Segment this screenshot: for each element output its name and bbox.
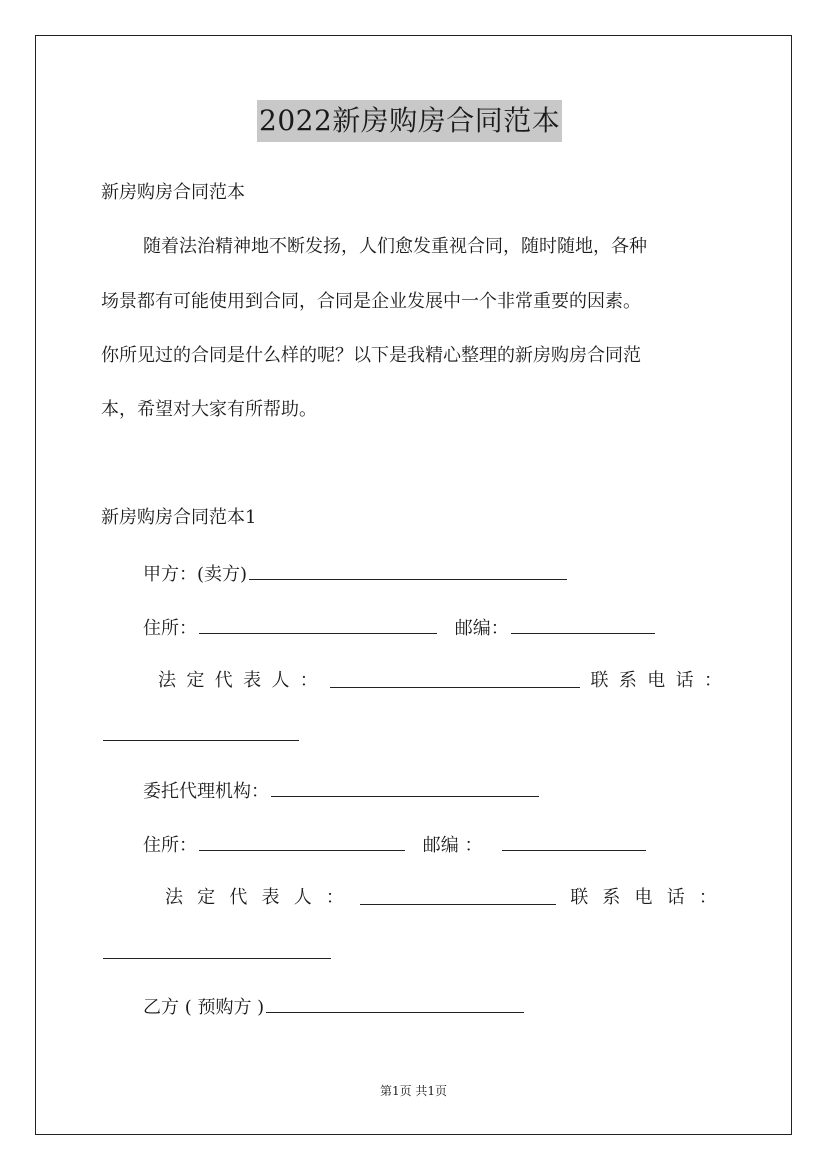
phone-char: 联 [570,887,589,908]
address-line-1 [143,615,655,641]
legal-rep-char: 表 [261,887,280,908]
legal-rep-line-2 [165,886,717,910]
document-title: 2022新房购房合同范本 [257,100,562,142]
agency-blank[interactable] [271,778,539,797]
legal-rep-blank-1[interactable] [330,669,580,688]
legal-rep-char: 定 [197,887,216,908]
phone-char: 系 [602,887,621,908]
legal-rep-char: ： [299,670,318,691]
intro-line-4: 本，希望对大家有所帮助。 [101,399,317,420]
legal-rep-char: 表 [243,670,262,691]
phone-char: 系 [618,670,637,691]
phone-blank-1[interactable] [103,740,299,741]
postcode-blank-1[interactable] [511,615,655,634]
phone-char: 电 [634,887,653,908]
phone-char: 联 [590,670,609,691]
agency-line [143,778,539,804]
intro-line-3: 你所见过的合同是什么样的呢？以下是我精心整理的新房购房合同范 [101,345,641,366]
address-label-1: 住所： [143,618,197,639]
intro-line-1: 随着法治精神地不断发扬，人们愈发重视合同，随时随地，各种 [143,236,647,257]
party-b-blank[interactable] [266,994,524,1013]
legal-rep-char: 定 [186,670,205,691]
phone-char: 话 [675,670,694,691]
phone-blank-2[interactable] [103,958,331,959]
party-a-line [143,561,567,587]
page-footer: 第1页 共1页 [379,1084,448,1098]
section-heading: 新房购房合同范本1 [101,507,257,528]
legal-rep-char: 人 [271,670,290,691]
postcode-blank-2[interactable] [502,832,646,851]
legal-rep-row-1 [158,669,722,693]
phone-char: ： [698,887,717,908]
postcode-label-1: 邮编： [454,618,509,639]
legal-rep-char: ： [325,887,344,908]
phone-char: 话 [666,887,685,908]
address-blank-1[interactable] [199,615,437,634]
legal-rep-char: 代 [214,670,233,691]
legal-rep-blank-2[interactable] [360,886,556,905]
intro-heading: 新房购房合同范本 [101,182,245,203]
legal-rep-line-1 [158,669,722,693]
intro-line-2: 场景都有可能使用到合同，合同是企业发展中一个非常重要的因素。 [101,291,641,312]
phone-char: 电 [647,670,666,691]
address-blank-2[interactable] [199,832,405,851]
party-b-label: 乙方 ( 预购方 ) [143,997,265,1018]
postcode-label-2: 邮编 ： [422,835,483,856]
phone-char: ： [703,670,722,691]
legal-rep-char: 法 [158,670,176,691]
party-b-line [143,994,524,1020]
party-a-label: 甲方：(卖方) [143,564,248,585]
legal-rep-char: 人 [293,887,312,908]
legal-rep-char: 代 [229,887,248,908]
address-line-2 [143,832,646,858]
party-a-blank[interactable] [249,561,567,580]
address-label-2: 住所： [143,835,197,856]
agency-label: 委托代理机构： [143,781,269,802]
legal-rep-char: 法 [165,887,183,908]
legal-rep-row-2 [165,886,717,910]
